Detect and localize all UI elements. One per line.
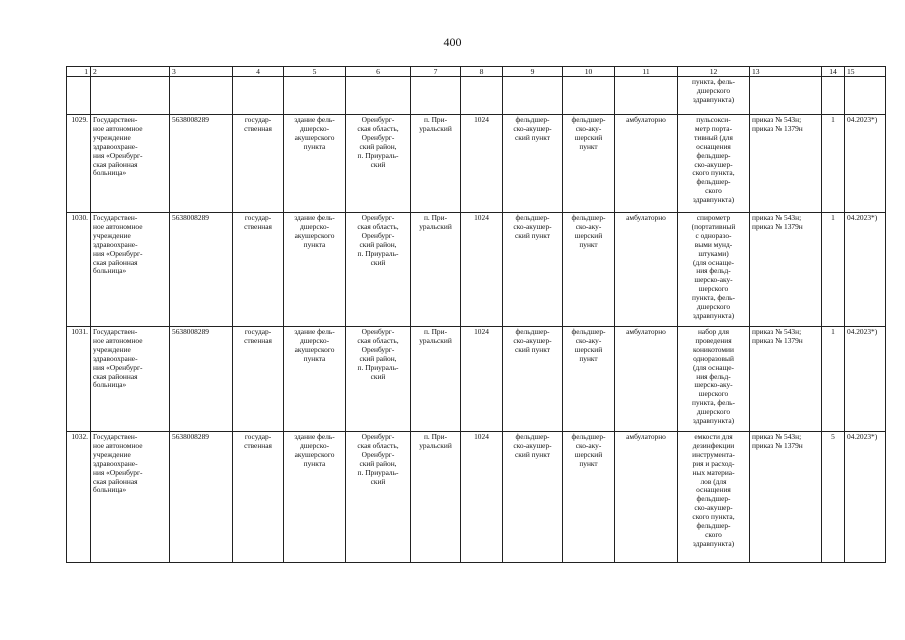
equipment-cell: набор для проведения коникотомии одноразовый (для оснаще- ния фельд- шерско-аку- шерского пункта, фель- дшерского здравпункта) [678,327,750,432]
unit-type-cell: фельдшер- ско-акушер- ский пункт [503,213,563,327]
population-cell: 1024 [461,213,503,327]
column-header: 4 [233,67,284,77]
page-number: 400 [443,35,462,49]
unit-type2-cell: фельдшер- ско-аку- шерский пункт [563,432,615,563]
address-cell: Оренбург- ская область, Оренбург- ский район, п. Приураль- ский [346,327,411,432]
column-header: 15 [845,67,886,77]
quantity-cell: 1 [822,327,845,432]
date-cell: 04.2023*) [845,213,886,327]
unit-type-cell: фельдшер- ско-акушер- ский пункт [503,327,563,432]
table-row [67,115,886,213]
address-cell: Оренбург- ская область, Оренбург- ский район, п. Приураль- ский [346,432,411,563]
unit-type-cell: фельдшер- ско-акушер- ский пункт [503,115,563,213]
table-row [67,432,886,563]
column-header: 11 [615,67,678,77]
inn-cell: 5638008289 [170,327,233,432]
ownership-cell: государ- ственная [233,213,284,327]
order-cell: приказ № 543н; приказ № 1379н [750,213,822,327]
order-cell: приказ № 543н; приказ № 1379н [750,115,822,213]
table-row [67,213,886,327]
building-cell: здание фель- дшерско- акушерского пункта [284,115,346,213]
locality-cell: п. При- уральский [411,213,461,327]
date-cell: 04.2023*) [845,115,886,213]
date-cell: 04.2023*) [845,327,886,432]
column-header: 3 [170,67,233,77]
building-cell: здание фель- дшерско- акушерского пункта [284,213,346,327]
column-header: 6 [346,67,411,77]
building-cell: здание фель- дшерско- акушерского пункта [284,327,346,432]
quantity-cell: 1 [822,213,845,327]
row-number: 1032. [67,432,91,563]
locality-cell: п. При- уральский [411,327,461,432]
column-header: 1 [67,67,91,77]
care-form-cell: амбулаторно [615,213,678,327]
column-header: 8 [461,67,503,77]
unit-type2-cell: фельдшер- ско-аку- шерский пункт [563,213,615,327]
care-form-cell: амбулаторно [615,327,678,432]
column-header: 10 [563,67,615,77]
ownership-cell: государ- ственная [233,432,284,563]
ownership-cell: государ- ственная [233,115,284,213]
population-cell: 1024 [461,327,503,432]
institution-cell: Государствен- ное автономное учреждение здравоохране- ния «Оренбург- ская районная больница» [91,327,170,432]
address-cell: Оренбург- ская область, Оренбург- ский район, п. Приураль- ский [346,213,411,327]
equipment-cell: пульсокси- метр порта- тивный (для оснащения фельдшер- ско-акушер- ского пункта, фельдшер- ского здравпункта) [678,115,750,213]
row-number: 1031. [67,327,91,432]
column-header: 5 [284,67,346,77]
care-form-cell: амбулаторно [615,432,678,563]
date-cell: 04.2023*) [845,432,886,563]
column-header: 13 [750,67,822,77]
equipment-table [66,66,886,563]
population-cell: 1024 [461,115,503,213]
inn-cell: 5638008289 [170,115,233,213]
column-header: 9 [503,67,563,77]
equipment-cell: пункта, фель- дшерского здравпункта) [678,77,750,115]
care-form-cell: амбулаторно [615,115,678,213]
address-cell: Оренбург- ская область, Оренбург- ский район, п. Приураль- ский [346,115,411,213]
population-cell: 1024 [461,432,503,563]
locality-cell: п. При- уральский [411,115,461,213]
column-header: 14 [822,67,845,77]
quantity-cell: 1 [822,115,845,213]
column-header: 12 [678,67,750,77]
equipment-cell: спирометр (портативный с одноразо- выми мунд- штуками) (для оснаще- ния фельд- шерско-аку- шерского пункта, фель- дшерского здравпункта) [678,213,750,327]
order-cell: приказ № 543н; приказ № 1379н [750,432,822,563]
ownership-cell: государ- ственная [233,327,284,432]
continuation-row [67,77,886,115]
institution-cell: Государствен- ное автономное учреждение здравоохране- ния «Оренбург- ская районная больница» [91,432,170,563]
building-cell: здание фель- дшерско- акушерского пункта [284,432,346,563]
inn-cell: 5638008289 [170,432,233,563]
column-header: 7 [411,67,461,77]
column-header: 2 [91,67,170,77]
order-cell: приказ № 543н; приказ № 1379н [750,327,822,432]
quantity-cell: 5 [822,432,845,563]
locality-cell: п. При- уральский [411,432,461,563]
institution-cell: Государствен- ное автономное учреждение здравоохране- ния «Оренбург- ская районная больница» [91,213,170,327]
institution-cell: Государствен- ное автономное учреждение здравоохране- ния «Оренбург- ская районная больница» [91,115,170,213]
unit-type2-cell: фельдшер- ско-аку- шерский пункт [563,327,615,432]
row-number: 1030. [67,213,91,327]
equipment-cell: емкости для дезинфекции инструмента- рия и расход- ных материа- лов (для оснащения фельдшер- ско-акушер- ского пункта, фельдшер- ского здравпункта) [678,432,750,563]
unit-type-cell: фельдшер- ско-акушер- ский пункт [503,432,563,563]
unit-type2-cell: фельдшер- ско-аку- шерский пункт [563,115,615,213]
table-row [67,327,886,432]
row-number: 1029. [67,115,91,213]
inn-cell: 5638008289 [170,213,233,327]
column-number-row [67,67,886,77]
